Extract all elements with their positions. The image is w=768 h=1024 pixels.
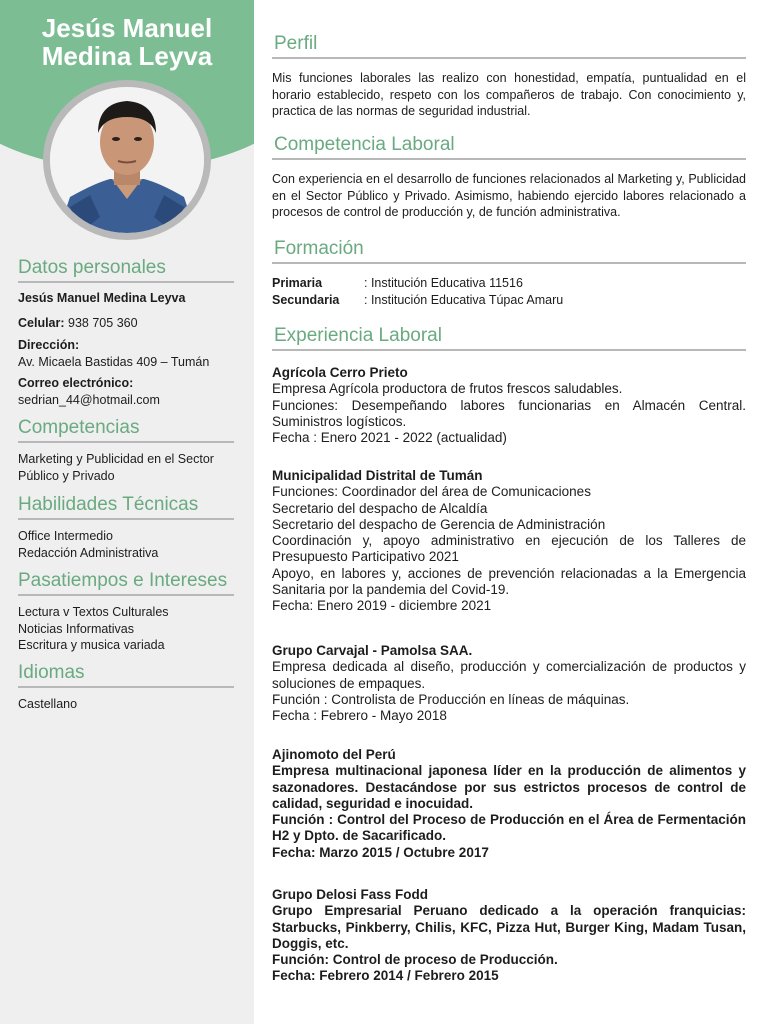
list-item: Office Intermedio — [18, 529, 113, 543]
job-line: Función : Controlista de Producción en líneas de máquinas. — [272, 691, 630, 707]
job-entry — [272, 643, 746, 724]
habilidades-list — [18, 528, 234, 561]
competencias-list — [18, 451, 234, 484]
job-line: Coordinación y, apoyo administrativo en ejecución de los Talleres de Presupuesto Participativo 2021 — [272, 533, 746, 565]
job-title: Ajinomoto del Perú — [272, 747, 396, 762]
sidebar — [0, 0, 254, 1024]
formacion-table — [272, 275, 746, 308]
job-entry — [272, 747, 746, 861]
habilidades-heading: Habilidades Técnicas — [18, 493, 234, 520]
datos-correo-label: Correo electrónico: — [18, 376, 134, 390]
datos-direccion-label: Dirección: — [18, 338, 80, 352]
datos-personales-heading: Datos personales — [18, 256, 234, 283]
job-title: Agrícola Cerro Prieto — [272, 365, 408, 380]
job-line: Funciones: Coordinador del área de Comunicaciones — [272, 484, 591, 500]
list-item: Redacción Administrativa — [18, 545, 159, 560]
job-line: Función: Control de proceso de Producción. — [272, 952, 558, 968]
formacion-row: Primaria : Institución Educativa 11516 — [272, 276, 523, 290]
datos-celular: Celular: 938 705 360 — [18, 315, 138, 330]
job-title: Grupo Carvajal - Pamolsa SAA. — [272, 643, 473, 658]
job-line: Funciones: Desempeñando labores funcionarias en Almacén Central. Suministros logísticos. — [272, 397, 746, 429]
datos-fullname: Jesús Manuel Medina Leyva — [18, 291, 186, 305]
job-line: Fecha: Enero 2019 - diciembre 2021 — [272, 598, 492, 614]
name-line-1: Jesús Manuel — [41, 13, 213, 43]
candidate-name — [0, 14, 254, 70]
list-item: Marketing y Publicidad en el Sector — [18, 452, 214, 466]
list-item: Público y Privado — [18, 468, 115, 483]
perfil-text: Mis funciones laborales las realizo con honestidad, empatía, puntualidad en el horario establecido, respeto con los compañeros de trabajo. Con conocimiento y, practica de las normas de seguridad industrial. — [272, 71, 746, 118]
job-line: Empresa multinacional japonesa líder en la producción de alimentos y sazonadores. Destacándose por sus estrictos procesos de control de calidad, seguridad e inocuidad. — [272, 763, 746, 811]
pasatiempos-heading: Pasatiempos e Intereses — [18, 569, 234, 596]
list-item: Escritura y musica variada — [18, 638, 165, 652]
job-entry — [272, 887, 746, 985]
list-item: Castellano — [18, 696, 78, 711]
job-line: Empresa dedicada al diseño, producción y comercialización de productos y soluciones de empaques. — [272, 659, 746, 691]
formacion-row: Secundaria : Institución Educativa Túpac Amaru — [272, 292, 564, 307]
job-line: Empresa Agrícola productora de frutos frescos saludables. — [272, 381, 623, 397]
profile-photo-frame — [43, 80, 211, 240]
list-item: Noticias Informativas — [18, 621, 135, 636]
job-line: Fecha: Febrero 2014 / Febrero 2015 — [272, 968, 499, 984]
sidebar-content — [18, 256, 234, 712]
job-line: Apoyo, en labores y, acciones de prevención relacionadas a la Emergencia Sanitaria por la pandemia del Covid-19. — [272, 565, 746, 598]
job-line: Fecha: Marzo 2015 / Octubre 2017 — [272, 844, 489, 860]
job-line: Grupo Empresarial Peruano dedicado a la operación franquicias: Starbucks, Pinkberry, Chilis, KFC, Pizza Hut, Burger King, Madam Tusan, Doggis, etc. — [272, 903, 746, 951]
competencia-laboral-text: Con experiencia en el desarrollo de funciones relacionados al Marketing y, Publicidad en el Sector Público y Privado. Asimismo, habiendo ejercido labores relacionado a procesos de control de producción y, de función administrativa. — [272, 172, 746, 219]
perfil-heading: Perfil — [272, 32, 746, 59]
job-line: Función : Control del Proceso de Producción en el Área de Fermentación H2 y Dpto. de Sacarificado. — [272, 812, 746, 844]
datos-correo-value: sedrian_44@hotmail.com — [18, 392, 160, 407]
job-entry — [272, 365, 746, 446]
job-line: Fecha : Febrero - Mayo 2018 — [272, 708, 447, 724]
pasatiempos-list — [18, 604, 234, 654]
idiomas-heading: Idiomas — [18, 661, 234, 688]
job-title: Municipalidad Distrital de Tumán — [272, 468, 483, 483]
job-line: Secretario del despacho de Gerencia de Administración — [272, 516, 606, 532]
job-line: Fecha : Enero 2021 - 2022 (actualidad) — [272, 430, 507, 446]
job-line: Secretario del despacho de Alcaldía — [272, 500, 488, 516]
competencias-heading: Competencias — [18, 416, 234, 443]
job-title: Grupo Delosi Fass Fodd — [272, 887, 429, 902]
experiencia-heading: Experiencia Laboral — [272, 324, 746, 351]
idiomas-list — [18, 696, 234, 713]
job-entry — [272, 468, 746, 615]
datos-direccion-value: Av. Micaela Bastidas 409 – Tumán — [18, 354, 210, 369]
formacion-heading: Formación — [272, 237, 746, 264]
name-line-2: Medina Leyva — [41, 41, 213, 71]
list-item: Lectura v Textos Culturales — [18, 605, 169, 619]
profile-photo — [50, 87, 204, 233]
competencia-laboral-heading: Competencia Laboral — [272, 133, 746, 160]
